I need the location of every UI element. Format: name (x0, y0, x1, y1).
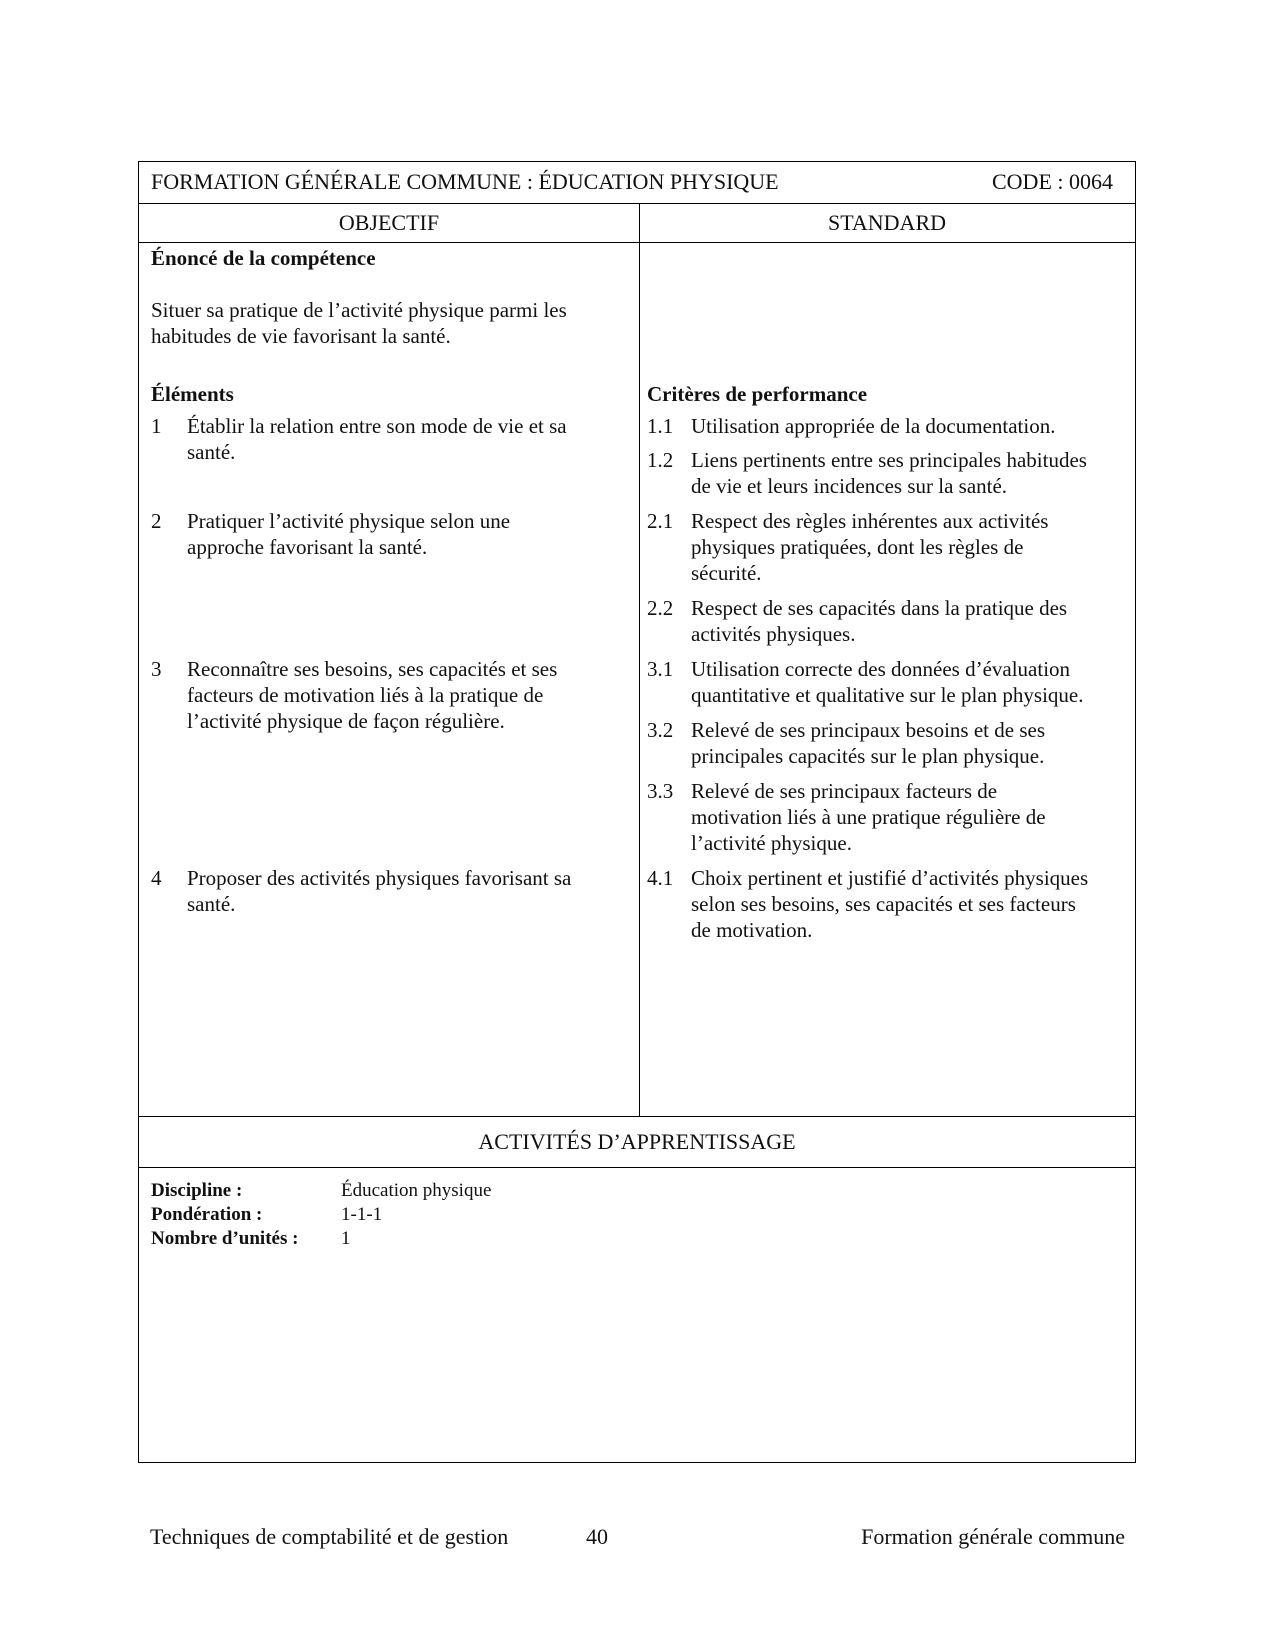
criterion-number: 3.3 (647, 779, 674, 803)
column-standard: STANDARD (827, 210, 947, 235)
criterion-number: 1.2 (647, 448, 674, 472)
criterion-number: 2.2 (647, 596, 674, 620)
footer-page-number: 40 (586, 1524, 608, 1549)
criterion-text: Choix pertinent et justifié d’activités physiques selon ses besoins, ses capacités et ses facteurs de motivation. (691, 866, 1089, 942)
footer-section: Formation générale commune (861, 1524, 1125, 1549)
criterion-text: Liens pertinents entre ses principales habitudes de vie et leurs incidences sur la santé. (691, 448, 1087, 498)
criterion-number: 3.1 (647, 657, 674, 681)
criterion-number: 3.2 (647, 718, 674, 742)
element-number: 4 (151, 866, 162, 890)
elements-heading: Éléments (151, 382, 234, 406)
criterion-text: Utilisation appropriée de la documentation. (691, 414, 1056, 438)
element-text: Reconnaître ses besoins, ses capacités et ses facteurs de motivation liés à la pratique de l’activité physique de façon régulière. (187, 657, 558, 733)
criterion-text: Relevé de ses principaux besoins et de ses principales capacités sur le plan physique. (691, 718, 1045, 768)
column-objectif: OBJECTIF (338, 210, 440, 235)
element-text: Pratiquer l’activité physique selon une approche favorisant la santé. (187, 509, 511, 559)
competence-line-2: habitudes de vie favorisant la santé. (151, 324, 451, 348)
header-title: FORMATION GÉNÉRALE COMMUNE : ÉDUCATION PHYSIQUE (151, 169, 779, 194)
meta-value: 1 (341, 1228, 351, 1249)
footer-program: Techniques de comptabilité et de gestion (150, 1524, 509, 1549)
activities-heading: ACTIVITÉS D’APPRENTISSAGE (139, 1116, 1135, 1168)
meta-value: 1-1-1 (341, 1204, 383, 1225)
criterion-text: Respect de ses capacités dans la pratique des activités physiques. (691, 596, 1068, 646)
document-frame (138, 161, 1136, 1463)
meta-label: Pondération : (151, 1204, 263, 1225)
meta-label: Discipline : (151, 1180, 243, 1201)
competence-line-1: Situer sa pratique de l’activité physique parmi les (151, 298, 567, 322)
competence-heading: Énoncé de la compétence (151, 246, 376, 270)
element-text: Proposer des activités physiques favorisant sa santé. (187, 866, 572, 916)
criterion-number: 2.1 (647, 509, 674, 533)
criterion-text: Utilisation correcte des données d’évaluation quantitative et qualitative sur le plan physique. (691, 657, 1084, 707)
meta-value: Éducation physique (341, 1180, 492, 1201)
header-row (139, 162, 1135, 204)
meta-label: Nombre d’unités : (151, 1228, 299, 1249)
element-number: 3 (151, 657, 162, 681)
criterion-number: 1.1 (647, 414, 674, 438)
column-headers (139, 204, 1135, 243)
criterion-text: Respect des règles inhérentes aux activités physiques pratiquées, dont les règles de sécurité. (691, 509, 1049, 585)
element-text: Établir la relation entre son mode de vie et sa santé. (187, 414, 567, 464)
criteria-heading: Critères de performance (647, 382, 868, 406)
criterion-number: 4.1 (647, 866, 674, 890)
element-number: 2 (151, 509, 162, 533)
element-number: 1 (151, 414, 162, 438)
header-code: CODE : 0064 (992, 169, 1113, 194)
column-divider (639, 204, 640, 1117)
criterion-text: Relevé de ses principaux facteurs de motivation liés à une pratique régulière de l’activité physique. (691, 779, 1046, 855)
